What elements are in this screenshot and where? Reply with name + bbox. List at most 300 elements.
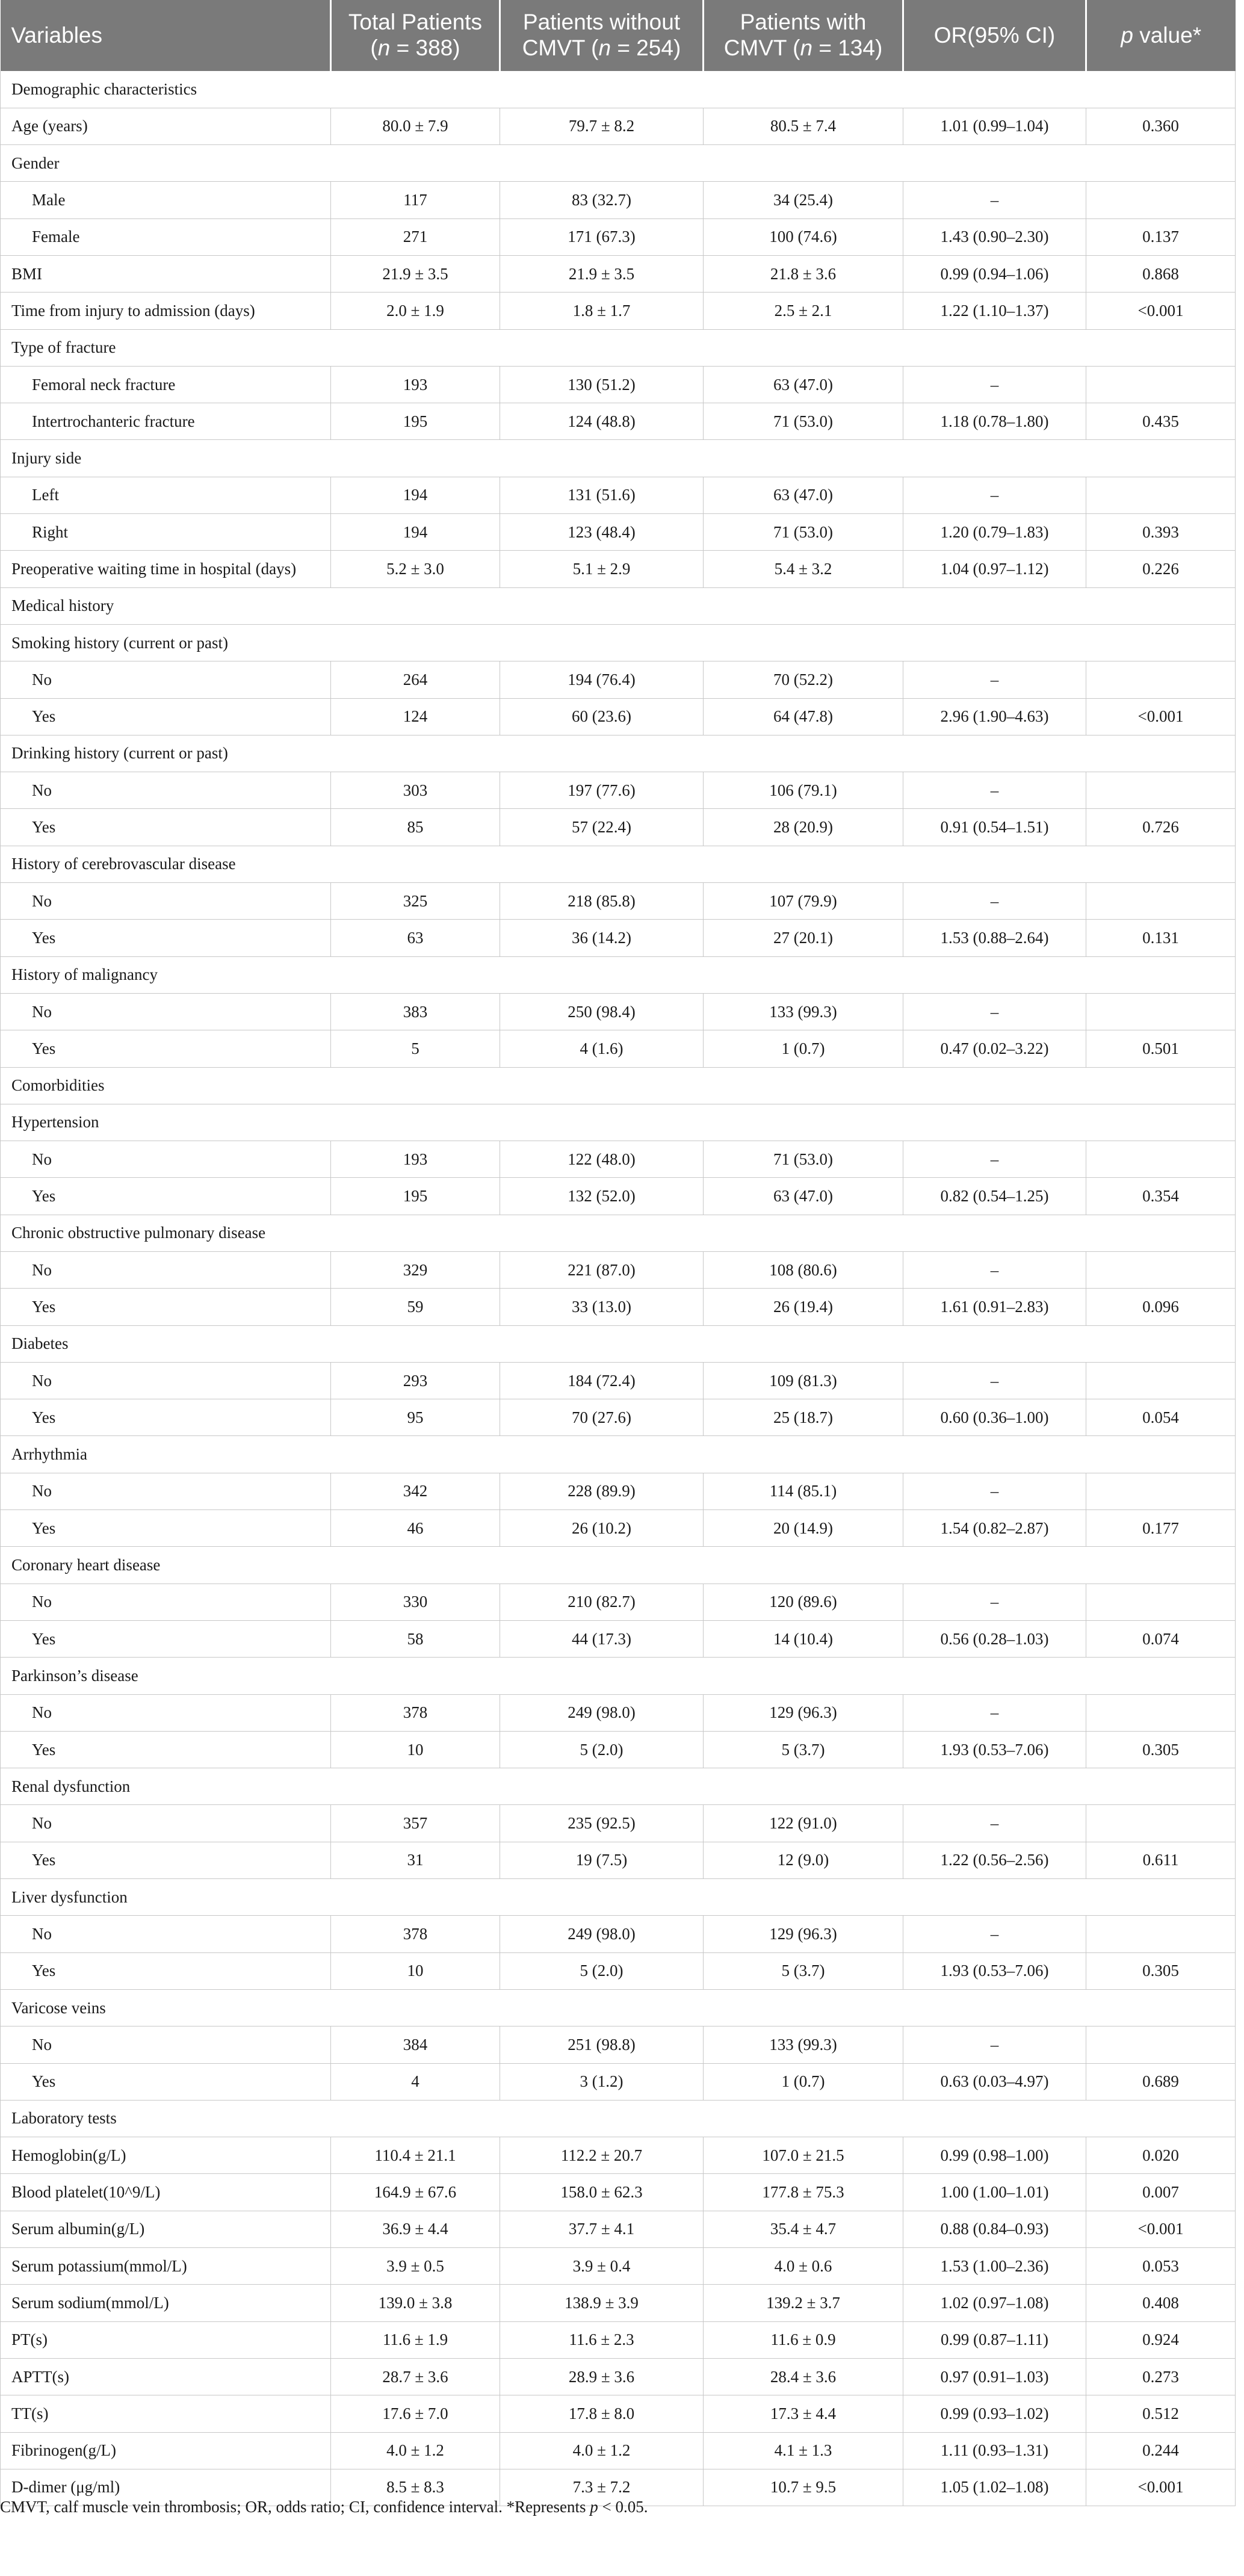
without-cmvt-cell: 5 (2.0) <box>500 1731 704 1768</box>
variable-cell: No <box>1 1473 331 1509</box>
p-value-cell <box>1086 366 1236 403</box>
section-label: Coronary heart disease <box>1 1547 1236 1584</box>
table-row <box>1 2137 1236 2174</box>
section-header-row <box>1 1768 1236 1805</box>
with-cmvt-cell: 120 (89.6) <box>704 1584 903 1620</box>
section-label: History of cerebrovascular disease <box>1 846 1236 882</box>
table-row <box>1 1141 1236 1178</box>
odds-ratio-cell: – <box>903 1473 1086 1509</box>
variable-cell: No <box>1 1916 331 1952</box>
section-header-row <box>1 587 1236 624</box>
variable-cell: No <box>1 1694 331 1731</box>
total-patients-cell: 110.4 ± 21.1 <box>331 2137 500 2174</box>
total-patients-cell: 303 <box>331 772 500 809</box>
variable-cell: Intertrochanteric fracture <box>1 403 331 440</box>
without-cmvt-cell: 7.3 ± 7.2 <box>500 2469 704 2506</box>
section-header-row <box>1 624 1236 661</box>
with-cmvt-cell: 80.5 ± 7.4 <box>704 108 903 144</box>
p-value-cell: 0.053 <box>1086 2248 1236 2285</box>
section-label: Comorbidities <box>1 1067 1236 1104</box>
variable-cell: No <box>1 772 331 809</box>
variable-cell: Yes <box>1 1399 331 1436</box>
variable-cell: Serum sodium(mmol/L) <box>1 2285 331 2321</box>
table-row <box>1 2174 1236 2211</box>
table-footnote: CMVT, calf muscle vein thrombosis; OR, odds ratio; CI, confidence interval. *Represents p < 0.05. <box>0 2498 648 2516</box>
total-patients-cell: 139.0 ± 3.8 <box>331 2285 500 2321</box>
odds-ratio-cell: – <box>903 2026 1086 2063</box>
variable-cell: No <box>1 661 331 698</box>
without-cmvt-cell: 132 (52.0) <box>500 1178 704 1215</box>
variable-cell: Time from injury to admission (days) <box>1 293 331 329</box>
p-value-cell <box>1086 477 1236 513</box>
odds-ratio-cell: 1.20 (0.79–1.83) <box>903 514 1086 551</box>
with-cmvt-cell: 1 (0.7) <box>704 1030 903 1067</box>
with-cmvt-cell: 139.2 ± 3.7 <box>704 2285 903 2321</box>
table-row <box>1 1289 1236 1325</box>
odds-ratio-cell: 1.22 (0.56–2.56) <box>903 1842 1086 1878</box>
table-row <box>1 2026 1236 2063</box>
p-value-cell <box>1086 993 1236 1030</box>
without-cmvt-cell: 4.0 ± 1.2 <box>500 2432 704 2469</box>
variable-cell: Right <box>1 514 331 551</box>
odds-ratio-cell: 1.11 (0.93–1.31) <box>903 2432 1086 2469</box>
section-label: Renal dysfunction <box>1 1768 1236 1805</box>
odds-ratio-cell: 0.97 (0.91–1.03) <box>903 2358 1086 2395</box>
with-cmvt-cell: 129 (96.3) <box>704 1694 903 1731</box>
p-value-cell: 0.868 <box>1086 255 1236 292</box>
odds-ratio-cell: 1.00 (1.00–1.01) <box>903 2174 1086 2211</box>
odds-ratio-cell: 0.99 (0.87–1.11) <box>903 2321 1086 2358</box>
without-cmvt-cell: 33 (13.0) <box>500 1289 704 1325</box>
without-cmvt-cell: 235 (92.5) <box>500 1805 704 1842</box>
with-cmvt-cell: 1 (0.7) <box>704 2063 903 2100</box>
odds-ratio-cell: 0.63 (0.03–4.97) <box>903 2063 1086 2100</box>
section-label: Laboratory tests <box>1 2100 1236 2137</box>
table-row <box>1 366 1236 403</box>
with-cmvt-cell: 26 (19.4) <box>704 1289 903 1325</box>
total-patients-cell: 5.2 ± 3.0 <box>331 551 500 587</box>
section-header-row <box>1 1067 1236 1104</box>
with-cmvt-cell: 63 (47.0) <box>704 366 903 403</box>
variable-cell: Yes <box>1 1289 331 1325</box>
table-row <box>1 1805 1236 1842</box>
without-cmvt-cell: 19 (7.5) <box>500 1842 704 1878</box>
table-row <box>1 772 1236 809</box>
section-label: Diabetes <box>1 1325 1236 1362</box>
total-patients-cell: 95 <box>331 1399 500 1436</box>
odds-ratio-cell: 1.53 (0.88–2.64) <box>903 920 1086 956</box>
variable-cell: APTT(s) <box>1 2358 331 2395</box>
with-cmvt-cell: 5 (3.7) <box>704 1731 903 1768</box>
without-cmvt-cell: 44 (17.3) <box>500 1620 704 1657</box>
total-patients-cell: 378 <box>331 1916 500 1952</box>
section-label: Gender <box>1 145 1236 182</box>
p-value-cell: 0.244 <box>1086 2432 1236 2469</box>
p-value-cell: 0.393 <box>1086 514 1236 551</box>
with-cmvt-cell: 63 (47.0) <box>704 477 903 513</box>
table-row <box>1 2285 1236 2321</box>
variable-cell: Yes <box>1 1030 331 1067</box>
without-cmvt-cell: 130 (51.2) <box>500 366 704 403</box>
variable-cell: Age (years) <box>1 108 331 144</box>
with-cmvt-cell: 106 (79.1) <box>704 772 903 809</box>
total-patients-cell: 195 <box>331 403 500 440</box>
with-cmvt-cell: 5 (3.7) <box>704 1952 903 1989</box>
table-row <box>1 2063 1236 2100</box>
odds-ratio-cell: – <box>903 1805 1086 1842</box>
total-patients-cell: 193 <box>331 366 500 403</box>
odds-ratio-cell: – <box>903 477 1086 513</box>
variable-cell: No <box>1 1362 331 1399</box>
table-row <box>1 1510 1236 1547</box>
variable-cell: Left <box>1 477 331 513</box>
with-cmvt-cell: 28.4 ± 3.6 <box>704 2358 903 2395</box>
odds-ratio-cell: 0.99 (0.98–1.00) <box>903 2137 1086 2174</box>
table-row <box>1 1030 1236 1067</box>
table-row <box>1 551 1236 587</box>
odds-ratio-cell: 1.22 (1.10–1.37) <box>903 293 1086 329</box>
odds-ratio-cell: – <box>903 1584 1086 1620</box>
odds-ratio-cell: 0.47 (0.02–3.22) <box>903 1030 1086 1067</box>
p-value-cell: 0.226 <box>1086 551 1236 587</box>
odds-ratio-cell: 0.99 (0.93–1.02) <box>903 2395 1086 2432</box>
section-label: Type of fracture <box>1 329 1236 366</box>
without-cmvt-cell: 79.7 ± 8.2 <box>500 108 704 144</box>
p-value-cell: 0.726 <box>1086 809 1236 846</box>
table-row <box>1 1620 1236 1657</box>
header-p-value: p value* <box>1086 0 1236 71</box>
p-value-cell <box>1086 1252 1236 1289</box>
odds-ratio-cell: 2.96 (1.90–4.63) <box>903 698 1086 735</box>
odds-ratio-cell: 0.56 (0.28–1.03) <box>903 1620 1086 1657</box>
p-value-cell: 0.354 <box>1086 1178 1236 1215</box>
variable-cell: No <box>1 993 331 1030</box>
without-cmvt-cell: 251 (98.8) <box>500 2026 704 2063</box>
p-value-cell: 0.074 <box>1086 1620 1236 1657</box>
without-cmvt-cell: 3 (1.2) <box>500 2063 704 2100</box>
section-label: Demographic characteristics <box>1 71 1236 108</box>
without-cmvt-cell: 1.8 ± 1.7 <box>500 293 704 329</box>
section-header-row <box>1 846 1236 882</box>
section-header-row <box>1 145 1236 182</box>
total-patients-cell: 194 <box>331 514 500 551</box>
variable-cell: Female <box>1 218 331 255</box>
with-cmvt-cell: 28 (20.9) <box>704 809 903 846</box>
section-label: Varicose veins <box>1 1989 1236 2026</box>
total-patients-cell: 194 <box>331 477 500 513</box>
table-row <box>1 2395 1236 2432</box>
without-cmvt-cell: 249 (98.0) <box>500 1916 704 1952</box>
table-row <box>1 2248 1236 2285</box>
table-row <box>1 2358 1236 2395</box>
p-value-cell: 0.054 <box>1086 1399 1236 1436</box>
without-cmvt-cell: 228 (89.9) <box>500 1473 704 1509</box>
variable-cell: Yes <box>1 1620 331 1657</box>
table-row <box>1 1362 1236 1399</box>
header-row <box>1 0 1236 71</box>
with-cmvt-cell: 10.7 ± 9.5 <box>704 2469 903 2506</box>
with-cmvt-cell: 100 (74.6) <box>704 218 903 255</box>
without-cmvt-cell: 5.1 ± 2.9 <box>500 551 704 587</box>
p-value-cell: 0.924 <box>1086 2321 1236 2358</box>
table-row <box>1 403 1236 440</box>
p-value-cell: 0.305 <box>1086 1952 1236 1989</box>
header-patients-with-cmvt: Patients with CMVT (n = 134) <box>704 0 903 71</box>
without-cmvt-cell: 11.6 ± 2.3 <box>500 2321 704 2358</box>
without-cmvt-cell: 158.0 ± 62.3 <box>500 2174 704 2211</box>
odds-ratio-cell: 1.53 (1.00–2.36) <box>903 2248 1086 2285</box>
with-cmvt-cell: 129 (96.3) <box>704 1916 903 1952</box>
without-cmvt-cell: 122 (48.0) <box>500 1141 704 1178</box>
with-cmvt-cell: 64 (47.8) <box>704 698 903 735</box>
total-patients-cell: 271 <box>331 218 500 255</box>
variable-cell: No <box>1 2026 331 2063</box>
odds-ratio-cell: 1.93 (0.53–7.06) <box>903 1731 1086 1768</box>
table-row <box>1 108 1236 144</box>
table-row <box>1 182 1236 218</box>
without-cmvt-cell: 26 (10.2) <box>500 1510 704 1547</box>
without-cmvt-cell: 210 (82.7) <box>500 1584 704 1620</box>
p-value-cell: 0.273 <box>1086 2358 1236 2395</box>
table-row <box>1 1178 1236 1215</box>
without-cmvt-cell: 21.9 ± 3.5 <box>500 255 704 292</box>
table-row <box>1 2211 1236 2247</box>
variable-cell: Fibrinogen(g/L) <box>1 2432 331 2469</box>
table-row <box>1 514 1236 551</box>
without-cmvt-cell: 138.9 ± 3.9 <box>500 2285 704 2321</box>
variable-cell: Serum potassium(mmol/L) <box>1 2248 331 2285</box>
variable-cell: No <box>1 1252 331 1289</box>
p-value-cell: 0.689 <box>1086 2063 1236 2100</box>
without-cmvt-cell: 36 (14.2) <box>500 920 704 956</box>
table-row <box>1 661 1236 698</box>
table-header <box>1 0 1236 71</box>
odds-ratio-cell: 0.99 (0.94–1.06) <box>903 255 1086 292</box>
p-value-cell: 0.007 <box>1086 2174 1236 2211</box>
section-header-row <box>1 735 1236 772</box>
with-cmvt-cell: 21.8 ± 3.6 <box>704 255 903 292</box>
with-cmvt-cell: 122 (91.0) <box>704 1805 903 1842</box>
with-cmvt-cell: 17.3 ± 4.4 <box>704 2395 903 2432</box>
variable-cell: No <box>1 1805 331 1842</box>
odds-ratio-cell: – <box>903 366 1086 403</box>
section-header-row <box>1 329 1236 366</box>
with-cmvt-cell: 70 (52.2) <box>704 661 903 698</box>
without-cmvt-cell: 57 (22.4) <box>500 809 704 846</box>
without-cmvt-cell: 5 (2.0) <box>500 1952 704 1989</box>
total-patients-cell: 384 <box>331 2026 500 2063</box>
p-value-cell <box>1086 661 1236 698</box>
total-patients-cell: 17.6 ± 7.0 <box>331 2395 500 2432</box>
variable-cell: PT(s) <box>1 2321 331 2358</box>
without-cmvt-cell: 194 (76.4) <box>500 661 704 698</box>
odds-ratio-cell: 0.60 (0.36–1.00) <box>903 1399 1086 1436</box>
p-value-cell <box>1086 1473 1236 1509</box>
odds-ratio-cell: – <box>903 1916 1086 1952</box>
variable-cell: Serum albumin(g/L) <box>1 2211 331 2247</box>
variable-cell: Preoperative waiting time in hospital (days) <box>1 551 331 587</box>
table-row <box>1 255 1236 292</box>
odds-ratio-cell: 1.05 (1.02–1.08) <box>903 2469 1086 2506</box>
table-row <box>1 293 1236 329</box>
without-cmvt-cell: 221 (87.0) <box>500 1252 704 1289</box>
with-cmvt-cell: 71 (53.0) <box>704 403 903 440</box>
total-patients-cell: 193 <box>331 1141 500 1178</box>
without-cmvt-cell: 83 (32.7) <box>500 182 704 218</box>
with-cmvt-cell: 11.6 ± 0.9 <box>704 2321 903 2358</box>
with-cmvt-cell: 71 (53.0) <box>704 1141 903 1178</box>
total-patients-cell: 117 <box>331 182 500 218</box>
variable-cell: Yes <box>1 1731 331 1768</box>
odds-ratio-cell: 1.02 (0.97–1.08) <box>903 2285 1086 2321</box>
total-patients-cell: 2.0 ± 1.9 <box>331 293 500 329</box>
without-cmvt-cell: 197 (77.6) <box>500 772 704 809</box>
total-patients-cell: 46 <box>331 1510 500 1547</box>
p-value-cell <box>1086 1362 1236 1399</box>
total-patients-cell: 36.9 ± 4.4 <box>331 2211 500 2247</box>
variable-cell: D-dimer (μg/ml) <box>1 2469 331 2506</box>
table-body <box>1 71 1236 2506</box>
odds-ratio-cell: 1.18 (0.78–1.80) <box>903 403 1086 440</box>
variable-cell: Yes <box>1 920 331 956</box>
odds-ratio-cell: 1.01 (0.99–1.04) <box>903 108 1086 144</box>
section-header-row <box>1 1547 1236 1584</box>
section-header-row <box>1 1879 1236 1916</box>
p-value-cell: 0.360 <box>1086 108 1236 144</box>
p-value-cell <box>1086 883 1236 920</box>
without-cmvt-cell: 17.8 ± 8.0 <box>500 2395 704 2432</box>
without-cmvt-cell: 37.7 ± 4.1 <box>500 2211 704 2247</box>
with-cmvt-cell: 133 (99.3) <box>704 993 903 1030</box>
p-value-cell: <0.001 <box>1086 2211 1236 2247</box>
table-row <box>1 1584 1236 1620</box>
odds-ratio-cell: – <box>903 1252 1086 1289</box>
section-header-row <box>1 1989 1236 2026</box>
table-row <box>1 1399 1236 1436</box>
without-cmvt-cell: 28.9 ± 3.6 <box>500 2358 704 2395</box>
section-label: Medical history <box>1 587 1236 624</box>
section-label: Smoking history (current or past) <box>1 624 1236 661</box>
total-patients-cell: 59 <box>331 1289 500 1325</box>
table-row <box>1 1694 1236 1731</box>
p-value-cell: 0.177 <box>1086 1510 1236 1547</box>
p-value-cell: <0.001 <box>1086 698 1236 735</box>
table-row <box>1 218 1236 255</box>
section-label: Chronic obstructive pulmonary disease <box>1 1215 1236 1251</box>
odds-ratio-cell: – <box>903 1694 1086 1731</box>
table-row <box>1 1473 1236 1509</box>
total-patients-cell: 10 <box>331 1952 500 1989</box>
odds-ratio-cell: – <box>903 182 1086 218</box>
total-patients-cell: 58 <box>331 1620 500 1657</box>
variable-cell: Blood platelet(10^9/L) <box>1 2174 331 2211</box>
variable-cell: Yes <box>1 1510 331 1547</box>
p-value-cell <box>1086 2026 1236 2063</box>
p-value-cell: 0.131 <box>1086 920 1236 956</box>
with-cmvt-cell: 14 (10.4) <box>704 1620 903 1657</box>
table-row <box>1 809 1236 846</box>
section-label: Drinking history (current or past) <box>1 735 1236 772</box>
section-label: Liver dysfunction <box>1 1879 1236 1916</box>
with-cmvt-cell: 35.4 ± 4.7 <box>704 2211 903 2247</box>
section-header-row <box>1 2100 1236 2137</box>
variable-cell: Yes <box>1 2063 331 2100</box>
p-value-cell: 0.305 <box>1086 1731 1236 1768</box>
section-label: History of malignancy <box>1 956 1236 993</box>
variable-cell: BMI <box>1 255 331 292</box>
with-cmvt-cell: 107.0 ± 21.5 <box>704 2137 903 2174</box>
section-header-row <box>1 71 1236 108</box>
table-row <box>1 1731 1236 1768</box>
without-cmvt-cell: 60 (23.6) <box>500 698 704 735</box>
odds-ratio-cell: 0.88 (0.84–0.93) <box>903 2211 1086 2247</box>
total-patients-cell: 28.7 ± 3.6 <box>331 2358 500 2395</box>
section-label: Hypertension <box>1 1104 1236 1141</box>
total-patients-cell: 11.6 ± 1.9 <box>331 2321 500 2358</box>
with-cmvt-cell: 109 (81.3) <box>704 1362 903 1399</box>
total-patients-cell: 8.5 ± 8.3 <box>331 2469 500 2506</box>
without-cmvt-cell: 184 (72.4) <box>500 1362 704 1399</box>
odds-ratio-cell: – <box>903 883 1086 920</box>
total-patients-cell: 293 <box>331 1362 500 1399</box>
with-cmvt-cell: 20 (14.9) <box>704 1510 903 1547</box>
with-cmvt-cell: 108 (80.6) <box>704 1252 903 1289</box>
p-value-cell <box>1086 1805 1236 1842</box>
p-value-cell: 0.611 <box>1086 1842 1236 1878</box>
total-patients-cell: 10 <box>331 1731 500 1768</box>
section-header-row <box>1 1436 1236 1473</box>
variable-cell: Yes <box>1 1842 331 1878</box>
total-patients-cell: 63 <box>331 920 500 956</box>
variable-cell: Yes <box>1 698 331 735</box>
odds-ratio-cell: 1.43 (0.90–2.30) <box>903 218 1086 255</box>
odds-ratio-cell: 0.82 (0.54–1.25) <box>903 1178 1086 1215</box>
table-row <box>1 1842 1236 1878</box>
table-row <box>1 477 1236 513</box>
table-row <box>1 920 1236 956</box>
p-value-cell: 0.408 <box>1086 2285 1236 2321</box>
odds-ratio-cell: 0.91 (0.54–1.51) <box>903 809 1086 846</box>
total-patients-cell: 383 <box>331 993 500 1030</box>
with-cmvt-cell: 177.8 ± 75.3 <box>704 2174 903 2211</box>
with-cmvt-cell: 71 (53.0) <box>704 514 903 551</box>
with-cmvt-cell: 34 (25.4) <box>704 182 903 218</box>
odds-ratio-cell: – <box>903 1141 1086 1178</box>
total-patients-cell: 4.0 ± 1.2 <box>331 2432 500 2469</box>
variable-cell: Yes <box>1 1952 331 1989</box>
with-cmvt-cell: 133 (99.3) <box>704 2026 903 2063</box>
section-label: Arrhythmia <box>1 1436 1236 1473</box>
total-patients-cell: 31 <box>331 1842 500 1878</box>
total-patients-cell: 80.0 ± 7.9 <box>331 108 500 144</box>
variable-cell: Femoral neck fracture <box>1 366 331 403</box>
with-cmvt-cell: 63 (47.0) <box>704 1178 903 1215</box>
total-patients-cell: 325 <box>331 883 500 920</box>
section-header-row <box>1 1215 1236 1251</box>
variable-cell: No <box>1 1141 331 1178</box>
p-value-cell <box>1086 1694 1236 1731</box>
p-value-cell <box>1086 1916 1236 1952</box>
odds-ratio-cell: – <box>903 772 1086 809</box>
odds-ratio-cell: – <box>903 661 1086 698</box>
table-row <box>1 993 1236 1030</box>
table-row <box>1 698 1236 735</box>
odds-ratio-cell: – <box>903 1362 1086 1399</box>
odds-ratio-cell: – <box>903 993 1086 1030</box>
table-row <box>1 1916 1236 1952</box>
header-variables: Variables <box>1 0 331 71</box>
section-header-row <box>1 1104 1236 1141</box>
